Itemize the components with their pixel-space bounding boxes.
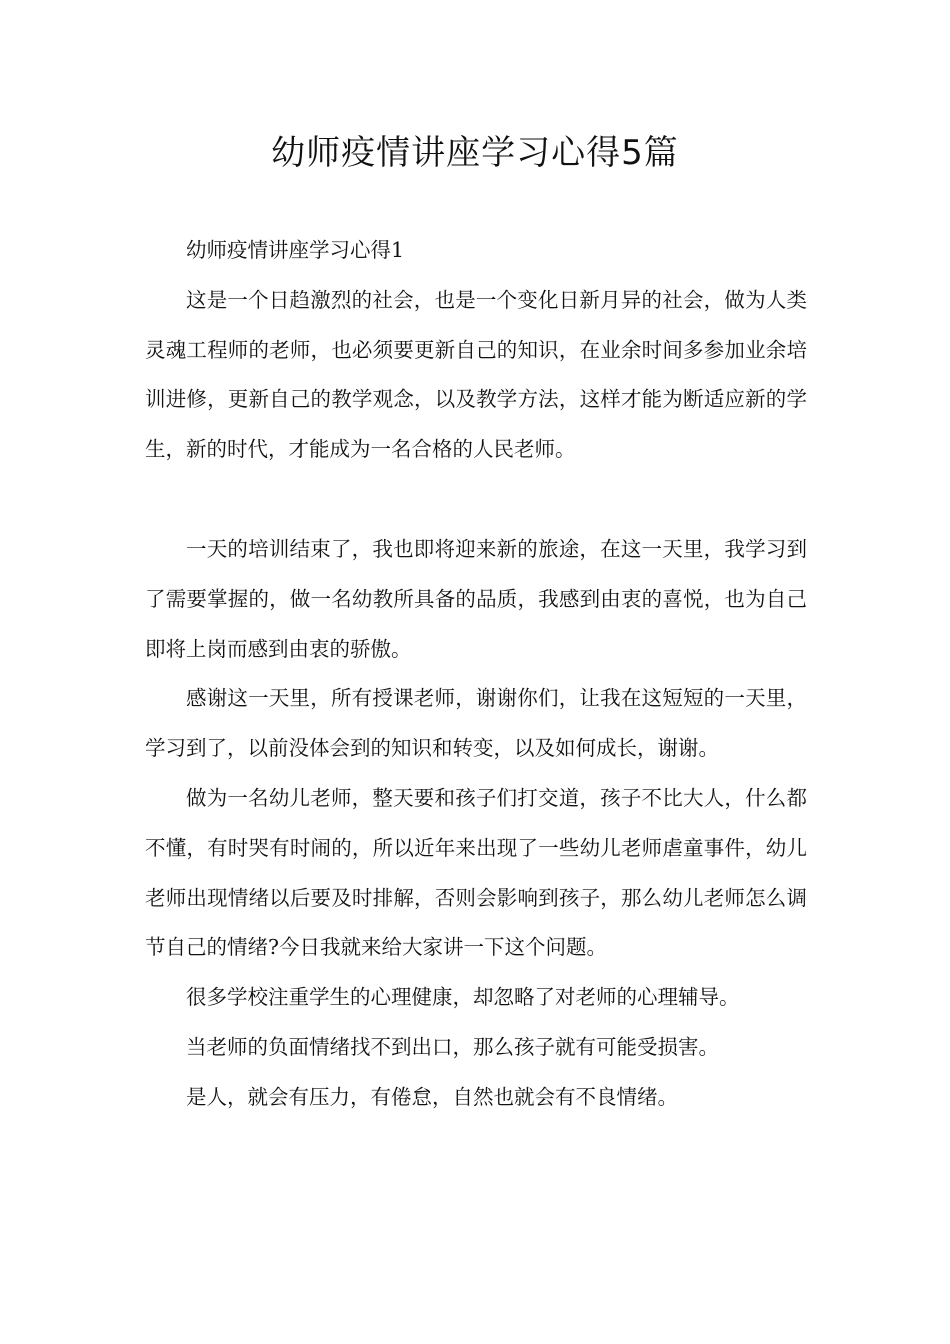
body-block-2 [145, 525, 807, 1123]
paragraph-7: 是人，就会有压力，有倦怠，自然也就会有不良情绪。 [186, 1084, 678, 1109]
paragraph-4: 做为一名幼儿老师，整天要和孩子们打交道，孩子不比大人，什么都不懂，有时哭有时闹的，所以近年来出现了一些幼儿老师虐童事件，幼儿老师出现情绪以后要及时排解，否则会影响到孩子，那么幼儿老师怎么调节自己的情绪?今日我就来给大家讲一下这个问题。 [145, 785, 807, 960]
paragraph-5: 很多学校注重学生的心理健康，却忽略了对老师的心理辅导。 [186, 985, 740, 1010]
paragraph-2: 一天的培训结束了，我也即将迎来新的旅途，在这一天里，我学习到了需要掌握的，做一名幼教所具备的品质，我感到由衷的喜悦，也为自己即将上岗而感到由衷的骄傲。 [145, 537, 807, 661]
paragraph-1: 这是一个日趋激烈的社会，也是一个变化日新月异的社会，做为人类灵魂工程师的老师，也必须要更新自己的知识，在业余时间多参加业余培训进修，更新自己的教学观念，以及教学方法，这样才能为断适应新的学生，新的时代，才能成为一名合格的人民老师。 [145, 287, 807, 462]
document-title: 幼师疫情讲座学习心得5篇 [271, 133, 679, 173]
body-block-1 [145, 226, 807, 475]
paragraph-3: 感谢这一天里，所有授课老师，谢谢你们，让我在这短短的一天里，学习到了，以前没体会到的知识和转变，以及如何成长，谢谢。 [145, 686, 807, 761]
section-heading: 幼师疫情讲座学习心得1 [186, 238, 405, 262]
paragraph-6: 当老师的负面情绪找不到出口，那么孩子就有可能受损害。 [186, 1034, 719, 1059]
